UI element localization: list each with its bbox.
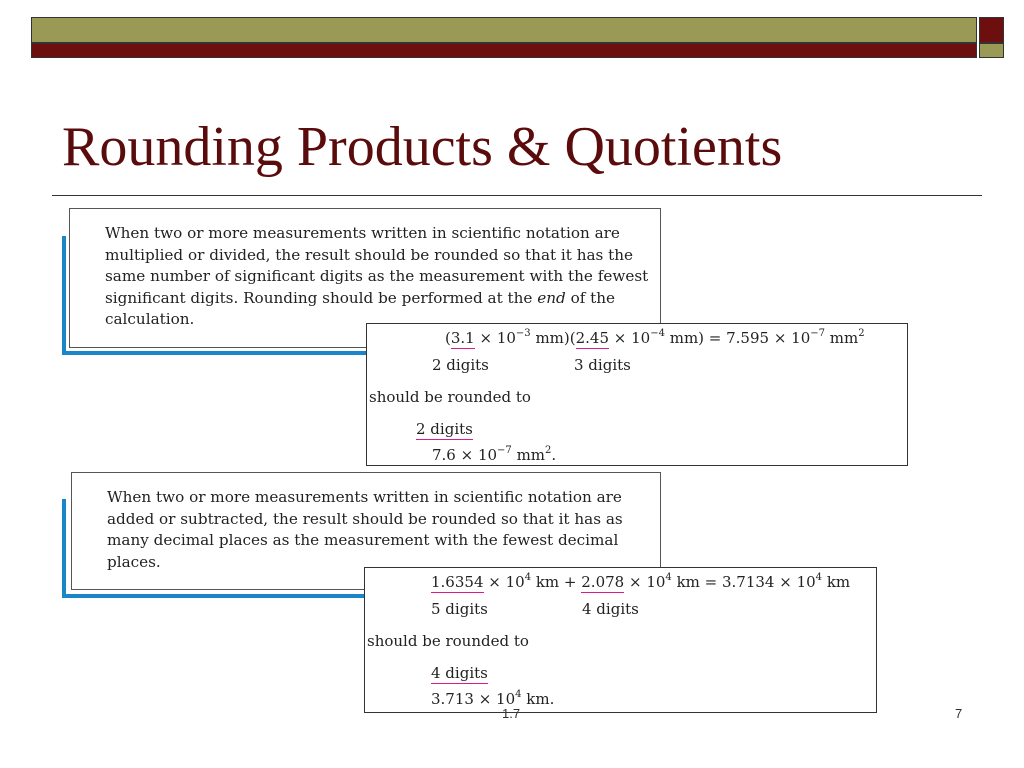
term2-significant: 2.078 (581, 573, 625, 591)
header-square-olive (979, 43, 1004, 58)
factor2-significant: 2.45 (575, 329, 609, 347)
title-divider (52, 195, 982, 196)
example1-equation: ($3.1 \times 10^{-3}$ $mm)(2.45 \times 10^{-4}$ $mm) = 7.595 \times 10^{-7}$ $mm^2$ (445, 328, 865, 347)
example1-label2: 3 digits (574, 356, 631, 374)
example1-box (366, 323, 908, 466)
header-square-maroon (979, 17, 1004, 43)
rule1-text-end: of the calculation. (105, 288, 616, 328)
footer-page-number: 7 (955, 706, 963, 721)
example2-box (364, 567, 877, 713)
example2-label1: 5 digits (431, 600, 488, 618)
footer-section-number: 1.7 (502, 706, 521, 721)
rule1-emphasis: end (537, 288, 566, 307)
factor1-significant: 3.1 (450, 329, 475, 347)
term1-significant: 1.6354 (431, 573, 484, 591)
example1-label1: 2 digits (432, 356, 489, 374)
example2-rounded-result: $3.713 \times 10^4$ km. (431, 689, 555, 708)
slide-title: Rounding Products & Quotients (62, 116, 783, 178)
example2-should-round: should be rounded to (367, 632, 529, 650)
example1-target-digits: 2 digits (416, 420, 473, 438)
header-bar-olive (31, 17, 977, 43)
example1-rounded-result: $7.6 \times 10^{-7}$ $mm^2$. (432, 445, 557, 464)
example2-equation: $1.6354 \times 10^4$ km + $2.078 \times 10^4$ km = $3.7134 \times 10^4$ km (431, 572, 851, 591)
rule2-text: When two or more measurements written in scientific notation are added or subtracted, the result should be rounded so that it has as many decimal places as the measurement with the fewest decimal places. (107, 488, 623, 571)
rule1-text: When two or more measurements written in scientific notation are multiplied or divided, the result should be rounded so that it has the same number of significant digits as the measurement with the fewest significant digits. Rounding should be performed at the (105, 224, 649, 307)
header-bar-maroon (31, 43, 977, 58)
example1-should-round: should be rounded to (369, 388, 531, 406)
example2-target-digits: 4 digits (431, 664, 488, 682)
example2-label2: 4 digits (582, 600, 639, 618)
